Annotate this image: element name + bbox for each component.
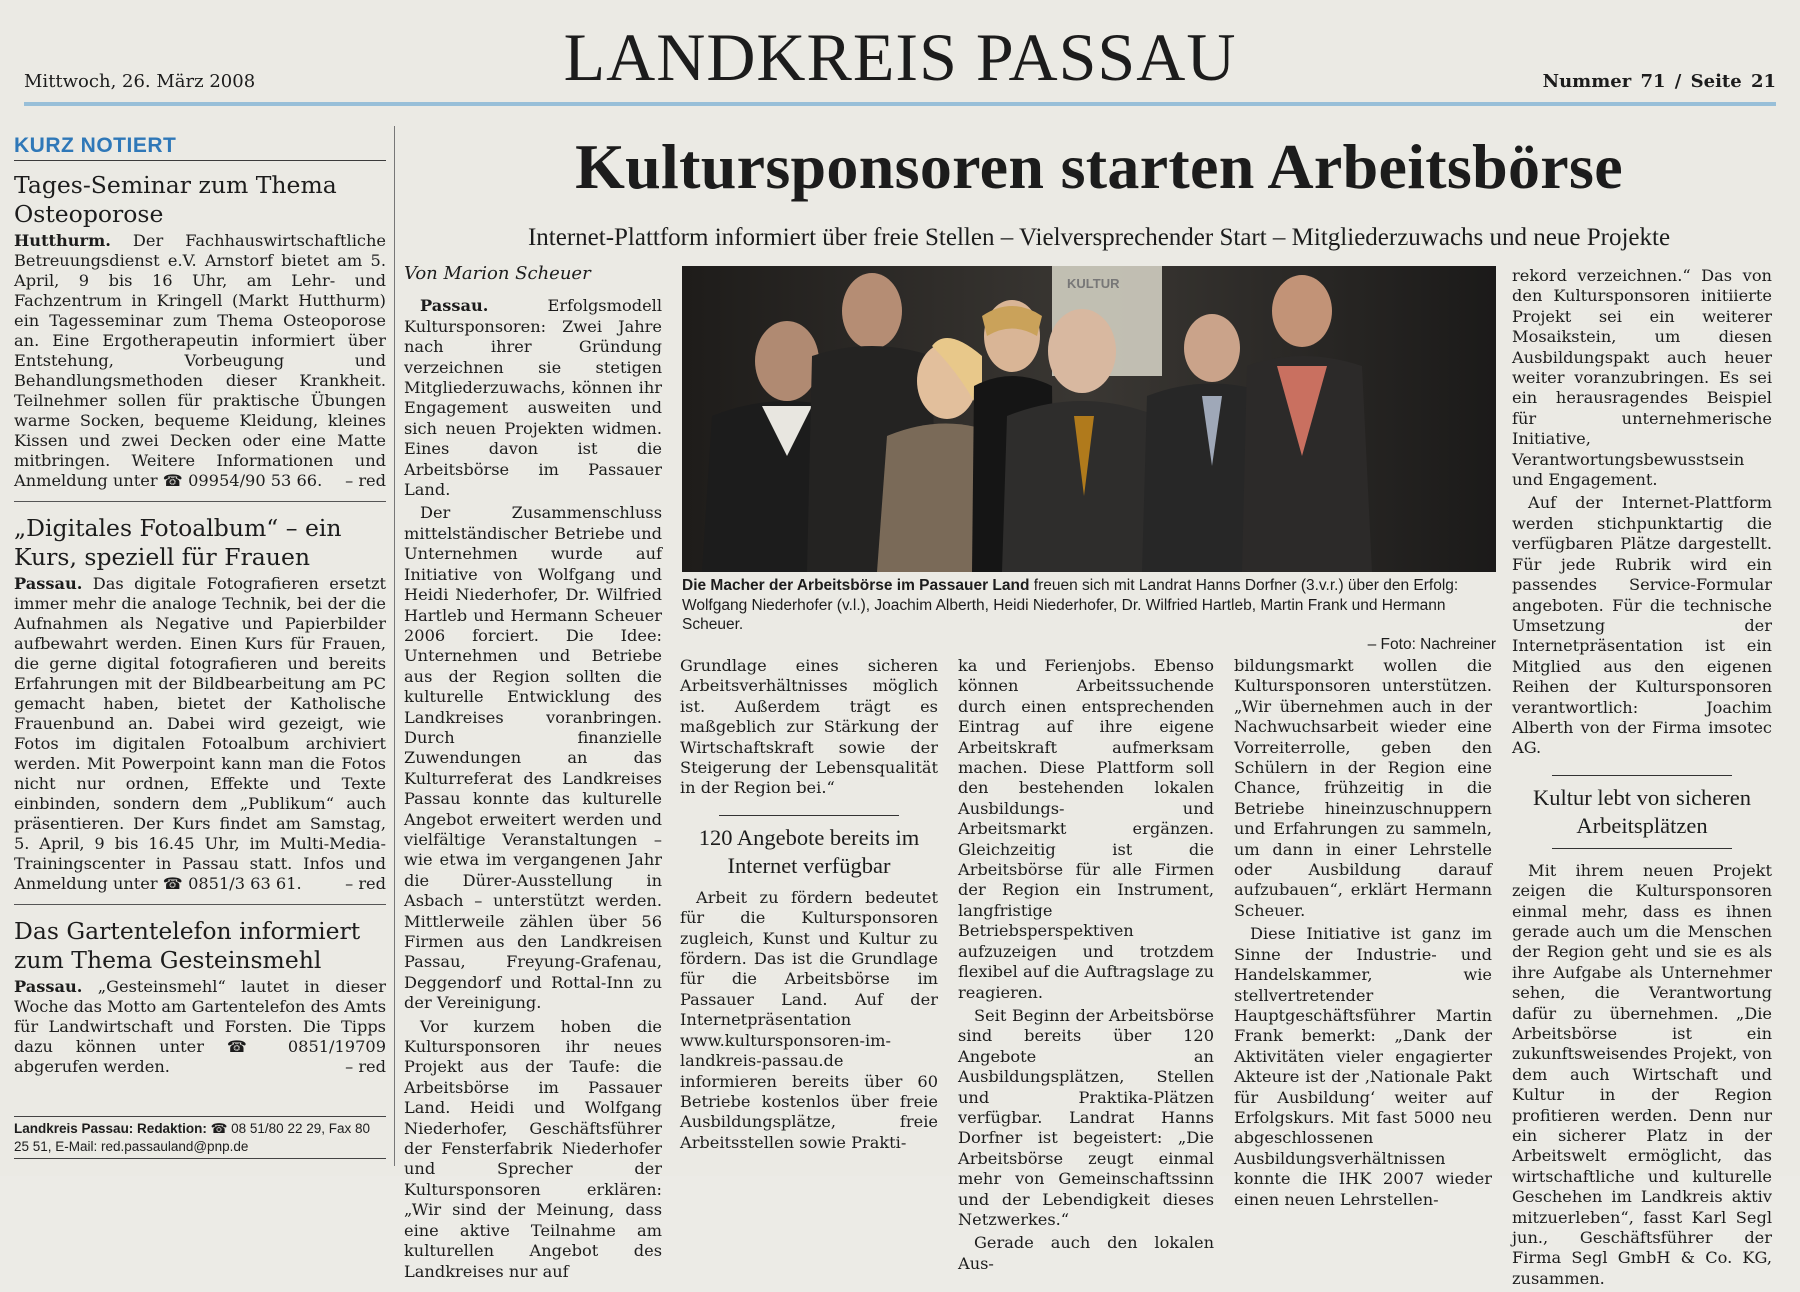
editorial-details: ☎ 08 51/80 22 29, Fax 80 25 51, E-Mail: red.passauland@pnp.de xyxy=(14,1121,371,1154)
brief-place: Passau. xyxy=(14,977,83,996)
brief-text xyxy=(14,977,386,1077)
column-separator xyxy=(394,126,395,1166)
article-column-3 xyxy=(958,656,1214,1277)
article-paragraph: Seit Beginn der Arbeitsbörse sind bereits über 120 Angebote an Ausbildungsplätzen, Stellen und Praktika-Plätzen verfügbar. Landrat Hanns Dorfner ist begeistert: „Die Arbeitsbörse zeugt einmal mehr von Gemeinschaftssinn und der Lebendigkeit dieses Netzwerkes.“ xyxy=(958,1005,1214,1229)
article-subheadline: Internet-Plattform informiert über freie Stellen – Vielversprechender Start – Mitgliederzuwachs und neue Projekte xyxy=(527,224,1671,251)
group-photo-icon xyxy=(682,266,1496,572)
article-paragraph: Mit ihrem neuen Projekt zeigen die Kultursponsoren einmal mehr, dass es ihnen gerade auch um die Menschen der Region geht und sie es als ihre Aufgabe als Unternehmer sehen, die Verantwortung dafür zu übernehmen. „Die Arbeitsbörse ist ein zukunftsweisendes Projekt, von dem auch Wirtschaft und Kultur in der Region profitieren werden. Denn nur ein sicherer Platz in der Arbeitswelt ermöglicht, das wirtschaftliche und kulturelle Geschehen im Landkreis aktiv mitzuerleben“, fasst Karl Segl jun., Geschäftsführer der Firma Segl GmbH & Co. KG, zusammen. xyxy=(1512,860,1772,1288)
article-paragraph: Vor kurzem hoben die Kultursponsoren ihr neues Projekt aus der Taufe: die Arbeitsbörse im Passauer Land. Heidi und Wolfgang Niederhofer, Geschäftsführer der Fensterfabrik Niederhofer und Sprecher der Kultursponsoren erklären: „Wir sind der Meinung, dass eine aktive Teilnahme am kulturellen Angebot des Landkreises nur auf xyxy=(404,1016,662,1281)
brief-place: Passau. xyxy=(14,574,83,593)
brief-headline: Tages-Seminar zum Thema Osteoporose xyxy=(14,171,337,228)
article-byline: Von Marion Scheuer xyxy=(404,263,591,284)
brief-headline: „Digitales Fotoalbum“ – ein Kurs, speziell für Frauen xyxy=(14,514,342,571)
article-paragraph: Diese Initiative ist ganz im Sinne der Industrie- und Handelskammer, wie stellvertretender Hauptgeschäftsführer Martin Frank bemerkt: „Dank der Aktivitäten vieler engagierter Akteure ist der ‚Nationale Pakt für Ausbildung‘ weiter auf Erfolgskurs. Mit fast 5000 neu abgeschlossenen Ausbildungsverhältnissen konnte die IHK 2007 wieder einen neuen Lehrstellen- xyxy=(1234,924,1492,1209)
article-column-2 xyxy=(680,656,938,1156)
brief-body: Der Fachhauswirtschaftliche Betreuungsdienst e.V. Arnstorf bietet am 5. April, 9 bis 16 Uhr, am Lehr- und Fachzentrum in Kringell (Markt Hutthurm) ein Tagesseminar zum Thema Osteoporose an. Eine Ergotherapeutin informiert über Entstehung, Vorbeugung und Behandlungsmethoden dieser Krankheit. Teilnehmer sollen für praktische Übungen warme Socken, bequeme Kleidung, kleines Kissen und zwei Decken oder eine Matte mitbringen. Weitere Informationen und Anmeldung unter ☎ 09954/90 53 66. xyxy=(14,231,386,490)
photo-caption xyxy=(682,576,1496,654)
article-paragraph xyxy=(404,296,662,500)
brief-author: – red xyxy=(345,1057,386,1076)
article-paragraph: Auf der Internet-Plattform werden stichpunktartig die verfügbaren Plätze dargestellt. Für jede Rubrik wird ein passendes Service-Formular angeboten. Für die technische Umsetzung der Internetpräsentation ist ein Mitglied aus den eigenen Reihen der Kultursponsoren verantwortlich: Joachim Alberth von der Firma imsotec AG. xyxy=(1512,493,1772,758)
caption-text: freuen sich mit Landrat Hanns Dorfner (3.v.r.) über den Erfolg: Wolfgang Niederhofer (v.l.), Joachim Alberth, Heidi Niederhofer, Dr. Wilfried Hartleb, Martin Frank und Hermann Scheuer. xyxy=(682,577,1459,633)
brief-body: „Gesteinsmehl“ lautet in dieser Woche das Motto am Gartentelefon des Amts für Landwirtschaft und Forsten. Die Tipps dazu können unter ☎ 0851/19709 abgerufen werden. xyxy=(14,977,386,1076)
section-title: LANDKREIS PASSAU xyxy=(563,19,1237,95)
photo-banner-text: KULTUR xyxy=(1067,276,1120,291)
article-paragraph: Arbeit zu fördern bedeutet für die Kultursponsoren zugleich, Kunst und Kultur zu fördern. Das ist die Grundlage für die Arbeitsbörse im Passauer Land. Auf der Internetpräsentation www.kultursponsoren-im-landkreis-passau.de informieren bereits über 60 Betriebe kostenlos über freie Ausbildungsplätze, freie Arbeitsstellen sowie Prakti- xyxy=(680,887,938,1152)
article-crosshead: 120 Angebote bereits im Internet verfügbar xyxy=(698,824,920,878)
editorial-rule xyxy=(14,1158,386,1159)
kurz-notiert-label: KURZ NOTIERT xyxy=(14,136,386,161)
brief-place: Hutthurm. xyxy=(14,231,111,250)
issue-number: Nummer 71 / Seite 21 xyxy=(1542,71,1776,92)
editorial-contact xyxy=(14,1116,386,1156)
article-paragraph: rekord verzeichnen.“ Das von den Kultursponsoren initiierte Projekt sei ein weiterer Mosaikstein, um diesen Ausbildungspakt auch heuer weiter voranzubringen. Es sei ein herausragendes Beispiel für unternehmerische Initiative, Verantwortungsbewusstsein und Engagement. xyxy=(1512,266,1772,490)
article-paragraph: bildungsmarkt wollen die Kultursponsoren unterstützen. „Wir übernehmen auch in der Nachwuchsarbeit wieder eine Vorreiterrolle, geben den Schülern in der Region eine Chance, frühzeitig in die Betriebe hineinzuschnuppern und Erfahrungen zu sammeln, um dann in einer Lehrstelle oder Ausbildung darauf aufzubauen“, erklärt Hermann Scheuer. xyxy=(1234,656,1492,920)
article-column-5 xyxy=(1512,266,1772,1292)
brief-divider xyxy=(14,501,386,502)
brief-headline: Das Gartentelefon informiert zum Thema Gesteinsmehl xyxy=(14,917,361,974)
brief-text xyxy=(14,574,386,894)
photo-credit: – Foto: Nachreiner xyxy=(1367,635,1496,653)
brief-author: – red xyxy=(345,874,386,893)
subhead-rule xyxy=(1552,775,1732,776)
article-headline: Kultursponsoren starten Arbeitsbörse xyxy=(575,131,1623,202)
issue-date: Mittwoch, 26. März 2008 xyxy=(24,71,256,92)
lead-place: Passau. xyxy=(420,296,489,316)
caption-lead: Die Macher der Arbeitsbörse im Passauer Land xyxy=(682,577,1030,594)
masthead xyxy=(20,18,1780,100)
article-photo xyxy=(682,266,1496,572)
brief-text xyxy=(14,231,386,491)
subhead-rule xyxy=(1552,848,1732,849)
article-column-4 xyxy=(1234,656,1492,1213)
kurz-notiert-column xyxy=(14,136,386,1087)
article-crosshead: Kultur lebt von sicheren Arbeitsplätzen xyxy=(1532,784,1752,838)
lead-text: Erfolgsmodell Kultursponsoren: Zwei Jahre nach ihrer Gründung verzeichnen sie stetigen Mitgliederzuwachs, können ihr Engagement ausweiten und sich neuen Projekten widmen. Eines davon ist die Arbeitsbörse im Passauer Land. xyxy=(404,296,662,500)
brief-body: Das digitale Fotografieren ersetzt immer mehr die analoge Technik, bei der die Aufnahmen als Negative und Papierbilder aufbewahrt werden. Einen Kurs für Frauen, die gerne digital fotografieren und bereits Erfahrungen mit der Bildbearbeitung am PC gemacht haben, bietet der Katholische Frauenbund an. Dabei wird gezeigt, wie Fotos im digitalen Fotoalbum archiviert werden. Mit Powerpoint kann man die Fotos nicht nur ordnen, Effekte und Texte einbinden, sondern dem „Publikum“ auch präsentieren. Der Kurs findet am Samstag, 5. April, 9 bis 16.45 Uhr, im Multi-Media-Trainingscenter in Passau statt. Infos und Anmeldung unter ☎ 0851/3 63 61. xyxy=(14,574,386,893)
article-paragraph: ka und Ferienjobs. Ebenso können Arbeitssuchende durch einen entsprechenden Eintrag auf ihre eigene Arbeitskraft aufmerksam machen. Diese Plattform soll den bestehenden lokalen Ausbildungs- und Arbeitsmarkt ergänzen. Gleichzeitig ist die Arbeitsbörse für alle Firmen der Region ein Instrument, langfristige Betriebsperspektiven aufzuzeigen und trotzdem flexibel auf die Auftragslage zu reagieren. xyxy=(958,656,1214,1002)
editorial-label: Landkreis Passau: Redaktion: xyxy=(14,1121,207,1136)
brief-divider xyxy=(14,904,386,905)
article-paragraph: Der Zusammenschluss mittelständischer Betriebe und Unternehmen wurde auf Initiative von Wolfgang und Heidi Niederhofer, Dr. Wilfried Hartleb und Hermann Scheuer 2006 forciert. Die Idee: Unternehmen und Betriebe aus der Region sollten die kulturelle Entwicklung des Landkreises voranbringen. Durch finanzielle Zuwendungen an das Kulturreferat des Landkreises Passau konnte das kulturelle Angebot erweitert werden und vielfältige Veranstaltungen – wie etwa im vergangenen Jahr die Dürer-Ausstellung in Asbach – unterstützt werden. Mittlerweile zählen über 56 Firmen aus den Landkreisen Passau, Freyung-Grafenau, Deggendorf und Rottal-Inn zu der Vereinigung. xyxy=(404,503,662,1013)
article-paragraph: Grundlage eines sicheren Arbeitsverhältnisses möglich ist. Außerdem trägt es maßgeblich zur Stärkung der Wirtschaftskraft sowie der Steigerung der Lebensqualität in der Region bei.“ xyxy=(680,656,938,798)
masthead-rule xyxy=(24,102,1776,106)
article-paragraph: Gerade auch den lokalen Aus- xyxy=(958,1233,1214,1273)
article-column-1 xyxy=(404,263,662,1285)
subhead-rule xyxy=(719,815,899,816)
brief-author: – red xyxy=(345,471,386,490)
